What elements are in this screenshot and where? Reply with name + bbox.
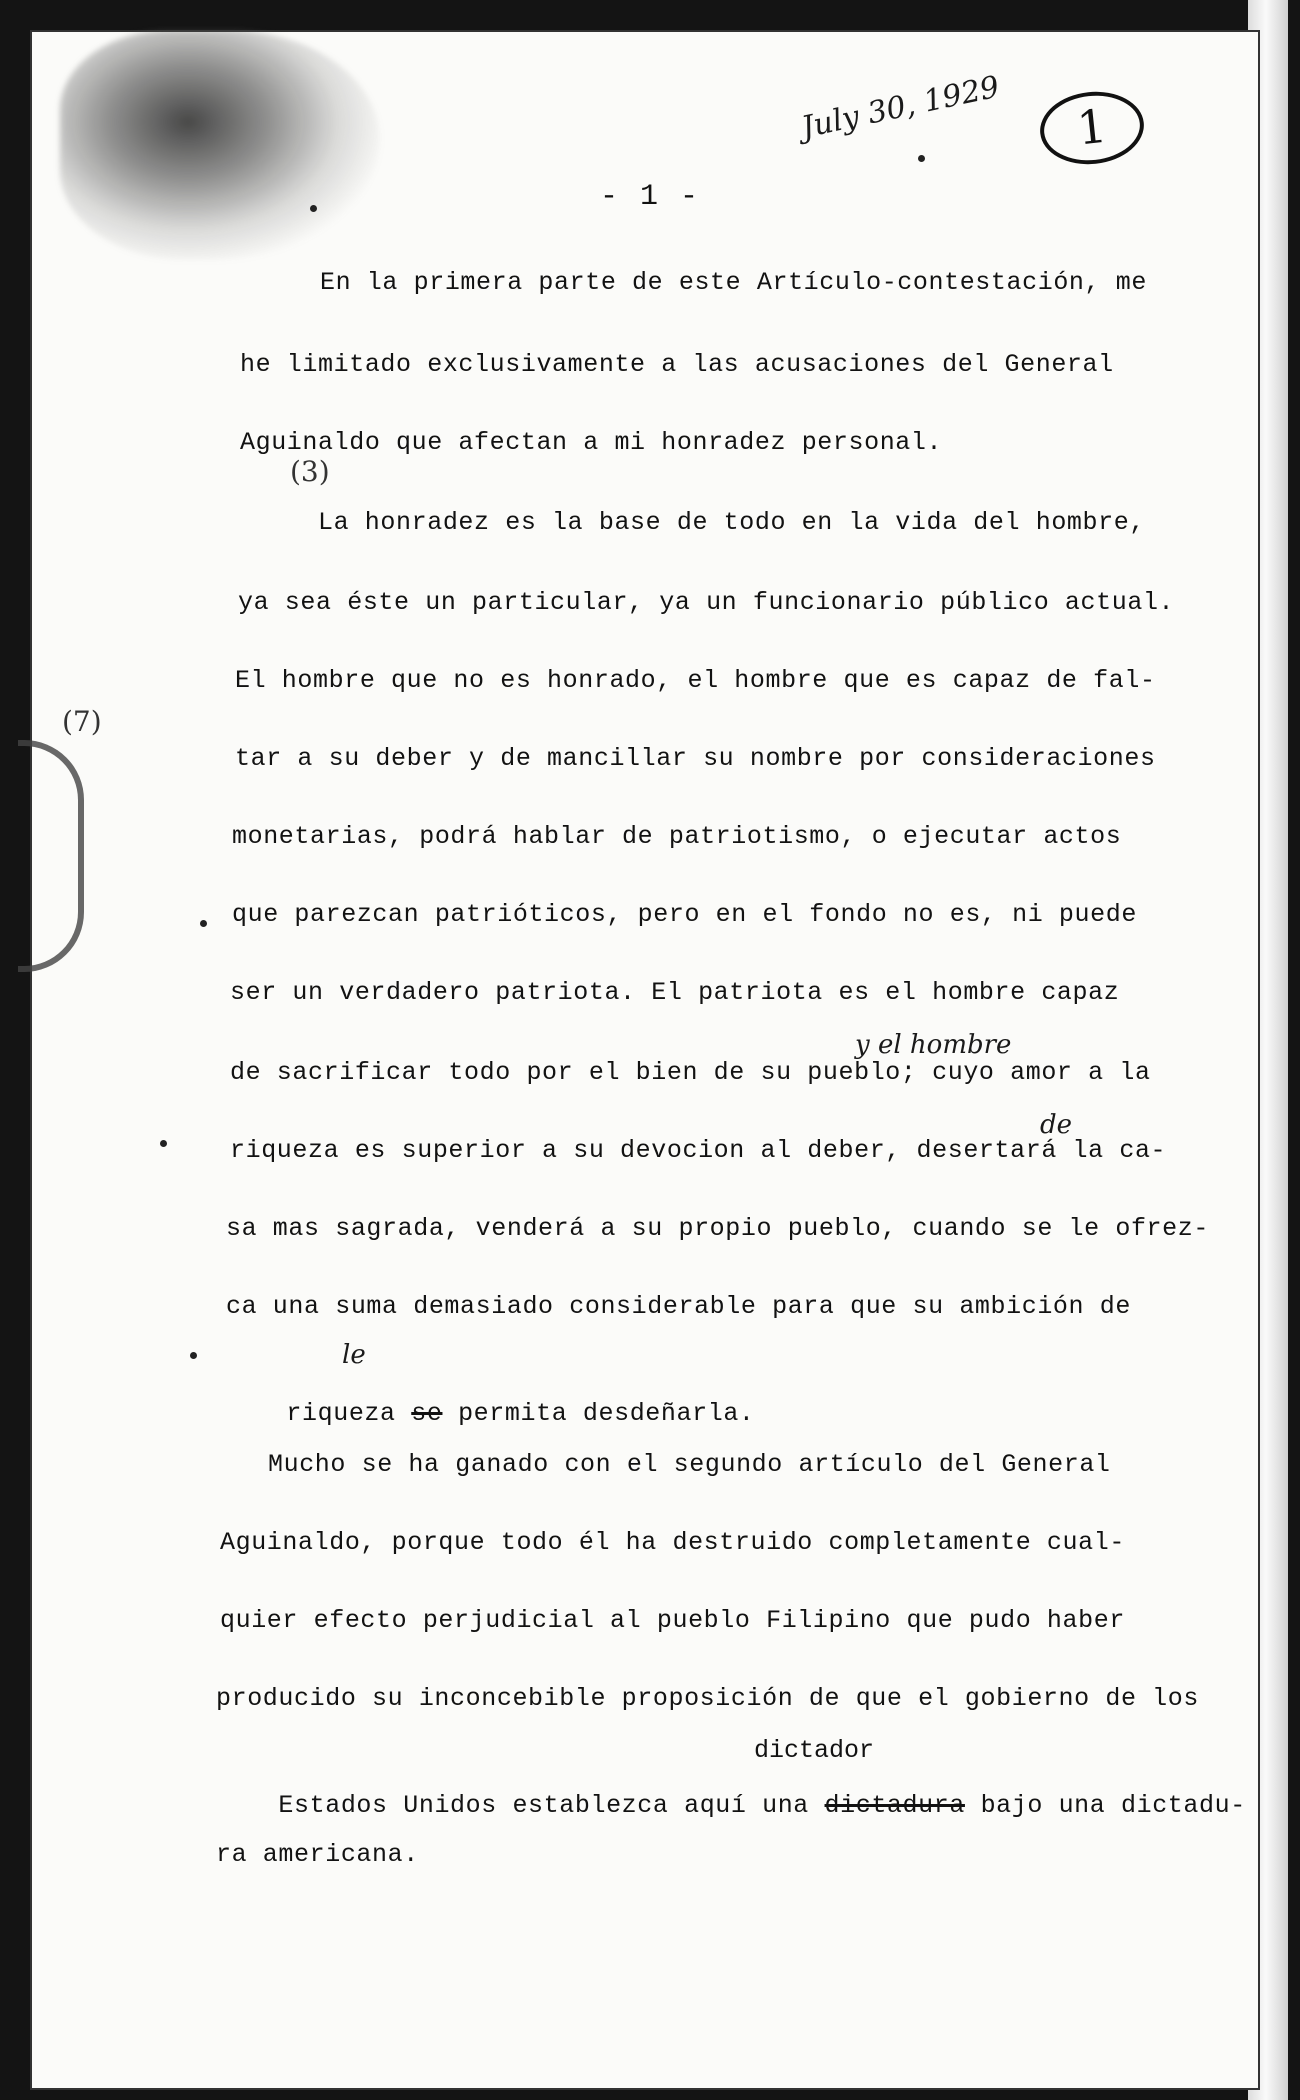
text-line	[216, 1762, 1246, 1849]
struck-word: dictadura	[824, 1791, 965, 1820]
circled-page-number: 1	[1037, 87, 1148, 169]
margin-mark: (7)	[62, 705, 102, 738]
handwritten-insertion: y el hombre	[855, 1030, 1012, 1060]
text-line: Mucho se ha ganado con el segundo artículo del General	[268, 1450, 1111, 1479]
text-line: ser un verdadero patriota. El patriota es el hombre capaz	[230, 978, 1120, 1007]
binding-mark	[18, 740, 84, 972]
text-line: quier efecto perjudicial al pueblo Filipino que pudo haber	[220, 1606, 1125, 1635]
text-line: he limitado exclusivamente a las acusaciones del General	[240, 350, 1114, 379]
text-line: Aguinaldo que afectan a mi honradez personal.	[240, 428, 943, 457]
text-line: ca una suma demasiado considerable para que su ambición de	[226, 1292, 1131, 1321]
line-segment: bajo una dictadu-	[980, 1791, 1246, 1820]
line-segment: riqueza	[286, 1399, 396, 1428]
typed-insertion: dictador	[754, 1736, 875, 1765]
text-line: En la primera parte de este Artículo-contestación, me	[320, 268, 1147, 297]
text-line: de sacrificar todo por el bien de su pueblo; cuyo amor a la	[230, 1058, 1151, 1087]
text-line: El hombre que no es honrado, el hombre que es capaz de fal-	[235, 666, 1156, 695]
text-line: monetarias, podrá hablar de patriotismo, o ejecutar actos	[232, 822, 1122, 851]
text-line: riqueza es superior a su devocion al deber, desertará la ca-	[230, 1136, 1167, 1165]
text-line: ya sea éste un particular, ya un funcionario público actual.	[238, 588, 1175, 617]
handwritten-insertion: le	[342, 1340, 366, 1370]
text-line	[224, 1370, 755, 1457]
text-line: ra americana.	[216, 1840, 419, 1869]
struck-word: se	[411, 1399, 443, 1428]
text-line: que parezcan patrióticos, pero en el fondo no es, ni puede	[232, 900, 1137, 929]
ink-speck	[160, 1140, 167, 1147]
ink-speck	[918, 155, 925, 162]
line-segment: Estados Unidos establezca aquí una	[278, 1791, 809, 1820]
text-line: La honradez es la base de todo en la vida del hombre,	[318, 508, 1145, 537]
text-line: tar a su deber y de mancillar su nombre por consideraciones	[235, 744, 1156, 773]
page-number: - 1 -	[600, 180, 701, 214]
text-line: producido su inconcebible proposición de que el gobierno de los	[216, 1684, 1199, 1713]
ink-speck	[200, 920, 207, 927]
ink-speck	[190, 1352, 197, 1359]
handwritten-date: July 30, 1929	[798, 69, 1003, 146]
margin-mark: (3)	[290, 455, 330, 488]
text-line: Aguinaldo, porque todo él ha destruido completamente cual-	[220, 1528, 1125, 1557]
handwritten-insertion: de	[1040, 1110, 1073, 1140]
line-segment: permita desdeñarla.	[458, 1399, 755, 1428]
text-line: sa mas sagrada, venderá a su propio pueblo, cuando se le ofrez-	[226, 1214, 1209, 1243]
ink-speck	[310, 205, 317, 212]
